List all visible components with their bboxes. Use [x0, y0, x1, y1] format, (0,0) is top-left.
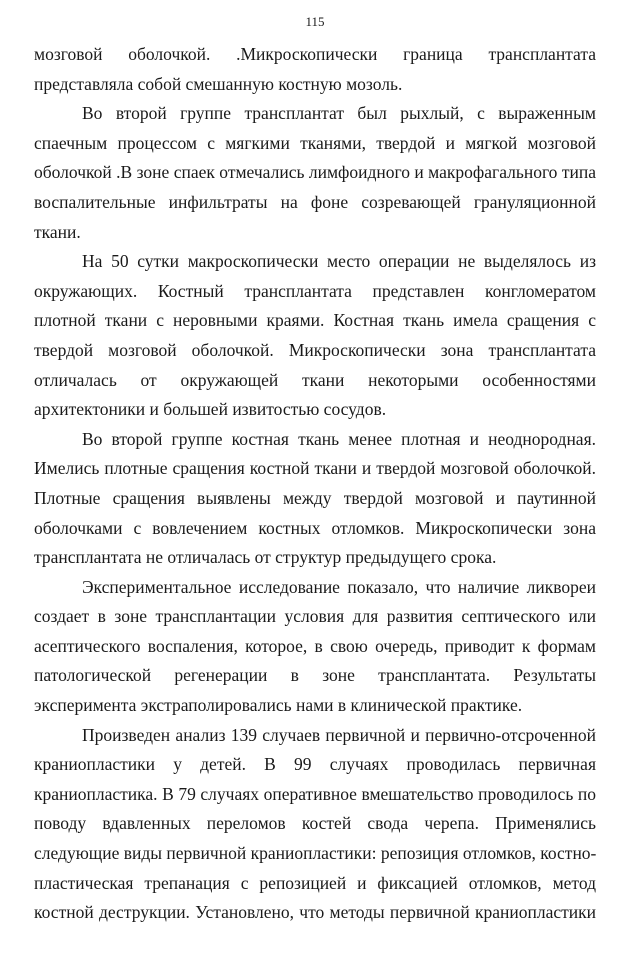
text-line: следующие виды первичной краниопластики: репозиция отломков, костно- — [34, 843, 597, 864]
text-line: твердой мозговой оболочкой. Микроскопически зона трансплантата — [34, 339, 596, 360]
text-line: окружающих. Костный трансплантата представлен конгломератом — [34, 280, 596, 301]
text-line: Плотные сращения выявлены между твердой мозговой и паутинной — [34, 487, 596, 508]
text-line: пластическая трепанация с репозицией и фиксацией отломков, метод — [34, 872, 596, 893]
text-line: краниопластика. В 79 случаях оперативное вмешательство проводилось по — [34, 783, 596, 804]
text-line: архитектоники и большей извитостью сосудов. — [34, 399, 387, 420]
text-line: поводу вдавленных переломов костей свода черепа. Применялись — [34, 813, 596, 834]
paragraph-2 — [34, 99, 596, 247]
text-line: воспалительные инфильтраты на фоне созревающей грануляционной — [34, 191, 596, 212]
text-line: оболочкой .В зоне спаек отмечались лимфоидного и макрофагального типа — [34, 162, 596, 183]
text-line: На 50 сутки макроскопически место операции не выделялось из — [82, 251, 596, 272]
text-line: создает в зоне трансплантации условия для развития септического или — [34, 606, 596, 627]
paragraph-3 — [34, 247, 596, 425]
text-line: спаечным процессом с мягкими тканями, твердой и мягкой мозговой — [34, 132, 596, 153]
text-line: краниопластики у детей. В 99 случаях проводилась первичная — [34, 754, 596, 775]
text-line: асептического воспаления, которое, в свою очередь, приводит к формам — [34, 635, 596, 656]
page-number: 115 — [305, 14, 325, 29]
paragraph-1 — [34, 40, 596, 99]
text-line: представляла собой смешанную костную мозоль. — [34, 73, 403, 94]
paragraph-6 — [34, 721, 596, 928]
text-line: мозговой оболочкой. .Микроскопически граница трансплантата — [34, 44, 596, 64]
text-line: Во второй группе трансплантат был рыхлый, с выраженным — [82, 103, 596, 124]
text-line: отличалась от окружающей ткани некоторыми особенностями — [34, 369, 596, 390]
paragraph-4 — [34, 425, 596, 573]
text-line: эксперимента экстраполировались нами в клинической практике. — [34, 695, 523, 716]
document-body — [34, 40, 596, 928]
text-line: оболочками с вовлечением костных отломков. Микроскопически зона — [34, 517, 596, 538]
text-line: Экспериментальное исследование показало, что наличие ликвореи — [82, 576, 596, 597]
text-line: костной деструкции. Установлено, что методы первичной краниопластики — [34, 902, 596, 923]
text-line: патологической регенерации в зоне трансплантата. Результаты — [34, 665, 596, 686]
text-line: ткани. — [34, 221, 81, 242]
text-line: трансплантата не отличалась от структур предыдущего срока. — [34, 547, 497, 568]
text-line: Во второй группе костная ткань менее плотная и неоднородная. — [82, 428, 596, 449]
text-line: Произведен анализ 139 случаев первичной и первично-отсроченной — [82, 724, 596, 745]
text-line: плотной ткани с неровными краями. Костная ткань имела сращения с — [34, 310, 596, 331]
paragraph-5 — [34, 573, 596, 721]
text-line: Имелись плотные сращения костной ткани и твердой мозговой оболочкой. — [34, 458, 596, 479]
